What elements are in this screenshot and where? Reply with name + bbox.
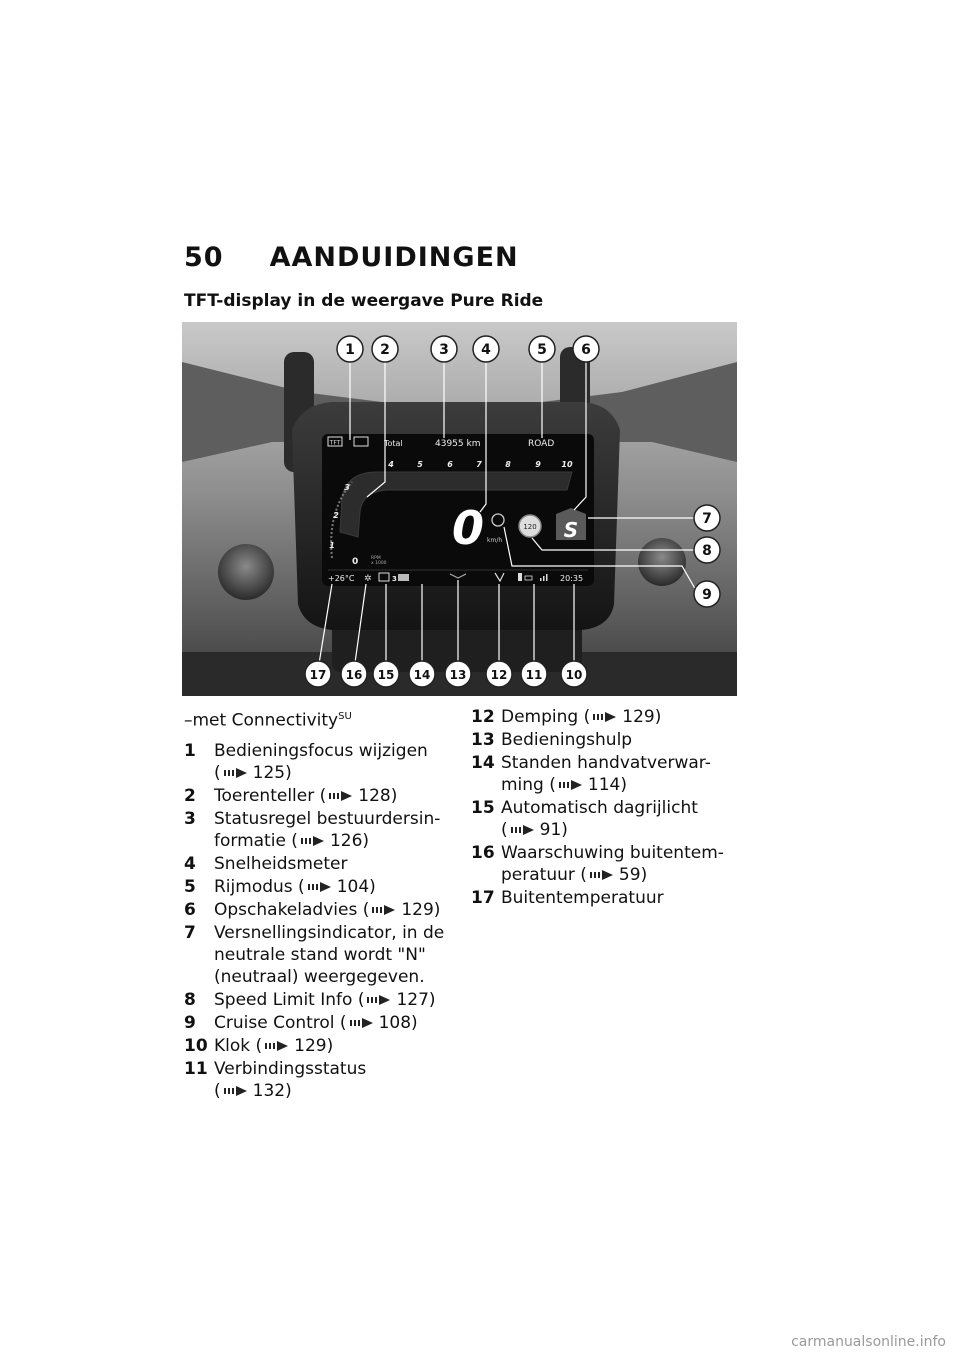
legend-number: 7 (184, 922, 196, 943)
rpm-tick-6: 6 (447, 460, 453, 469)
page-reference-arrow-icon (300, 835, 326, 847)
speed-value: 0 (451, 501, 485, 555)
total-label: Total (384, 439, 403, 448)
legend-item-3 (184, 808, 446, 852)
page-reference[interactable]: ( 128) (314, 785, 398, 806)
svg-text:14: 14 (413, 668, 431, 682)
legend-text: Standen handvatverwar- ming ( 114) (501, 753, 711, 795)
legend-item-16 (471, 842, 741, 886)
legend-text: Cruise Control ( 108) (214, 1012, 418, 1033)
callout-17 (305, 661, 331, 687)
page-reference[interactable]: ( 129) (357, 899, 441, 920)
page-reference-arrow-icon (589, 869, 615, 881)
callout-1 (337, 336, 363, 362)
svg-text:17: 17 (309, 668, 327, 682)
svg-text:13: 13 (449, 668, 467, 682)
svg-text:15: 15 (377, 668, 395, 682)
page-reference[interactable]: ( 127) (352, 989, 436, 1010)
rpm-tick-4: 4 (388, 460, 394, 469)
legend-item-2 (184, 785, 446, 807)
legend-item-14 (471, 752, 741, 796)
callout-9 (694, 581, 720, 607)
watermark: carmanualsonline.info (791, 1334, 946, 1350)
svg-text:8: 8 (702, 543, 712, 559)
legend-text: Automatisch dagrijlicht ( 91) (501, 798, 698, 840)
grip-heating-icon (398, 574, 409, 581)
page-reference[interactable]: ( 129) (250, 1035, 334, 1056)
legend-number: 15 (471, 798, 495, 818)
legend-right-column (471, 706, 741, 910)
page-reference-arrow-icon (558, 779, 584, 791)
legend-item-13 (471, 729, 741, 751)
legend-item-12 (471, 706, 741, 728)
callout-6 (573, 336, 599, 362)
legend-item-11 (184, 1058, 446, 1102)
legend-item-17 (471, 887, 741, 909)
page-reference[interactable]: ( 125) (214, 762, 292, 783)
page-reference-arrow-icon (371, 904, 397, 916)
svg-text:16: 16 (345, 668, 363, 682)
rpm-unit-2: x 1000 (371, 561, 387, 566)
speed-limit-value: 120 (523, 523, 537, 531)
svg-text:3: 3 (439, 342, 449, 358)
page-reference[interactable]: ( 108) (334, 1012, 418, 1033)
legend-item-5 (184, 876, 446, 898)
page-reference-arrow-icon (349, 1017, 375, 1029)
callout-4 (473, 336, 499, 362)
svg-text:11: 11 (525, 668, 543, 682)
legend-number: 5 (184, 876, 196, 897)
rpm-tick-10: 10 (561, 460, 573, 469)
callout-8 (694, 537, 720, 563)
legend-text: Bedieningshulp (501, 730, 633, 750)
legend-number: 4 (184, 853, 196, 874)
rpm-tick-2: 2 (333, 511, 339, 520)
legend-text: Opschakeladvies ( 129) (214, 899, 441, 920)
page-reference-arrow-icon (328, 790, 354, 802)
legend-item-9 (184, 1012, 446, 1034)
svg-text:5: 5 (537, 342, 547, 358)
legend-left-column (184, 706, 446, 1103)
legend-number: 17 (471, 888, 495, 908)
page-header (184, 242, 519, 273)
callout-14 (409, 661, 435, 687)
legend-text: Rijmodus ( 104) (214, 876, 376, 897)
callout-2 (372, 336, 398, 362)
page-reference[interactable]: ( 126) (285, 830, 370, 851)
callout-11 (521, 661, 547, 687)
page-reference[interactable]: ( 91) (501, 820, 568, 840)
clock: 20:35 (560, 574, 584, 583)
right-knob (638, 538, 686, 586)
svg-text:6: 6 (581, 342, 591, 358)
page-reference[interactable]: ( 59) (574, 865, 648, 885)
legend-number: 1 (184, 740, 196, 761)
page-reference-arrow-icon (307, 881, 333, 893)
figure-subtitle: TFT-display in de weergave Pure Ride (184, 291, 544, 311)
legend-text: Buitentemperatuur (501, 888, 664, 908)
legend-text: Toerenteller ( 128) (214, 785, 398, 806)
page-number: 50 (184, 242, 224, 273)
page-reference-arrow-icon (510, 824, 536, 836)
svg-text:1: 1 (345, 342, 355, 358)
legend-item-7 (184, 922, 446, 988)
rpm-tick-1: 1 (329, 541, 335, 550)
legend-number: 9 (184, 1012, 196, 1033)
grip-heating-level: 3 (392, 575, 397, 583)
legend-item-8 (184, 989, 446, 1011)
callout-15 (373, 661, 399, 687)
rpm-tick-9: 9 (535, 460, 541, 469)
tft-icon-text: TFT (329, 439, 341, 447)
svg-text:12: 12 (490, 668, 508, 682)
odometer: 43955 km (435, 439, 481, 449)
legend-item-10 (184, 1035, 446, 1057)
connection-phone-icon (518, 573, 522, 581)
temperature-warning-icon: ✲ (364, 574, 372, 584)
svg-text:10: 10 (565, 668, 583, 682)
rpm-zero: 0 (352, 557, 359, 567)
riding-mode: ROAD (528, 439, 555, 449)
legend-text: Versnellingsindicator, in de neutrale stand wordt "N" (neutraal) weergegeven. (214, 922, 445, 987)
rpm-tick-3: 3 (344, 483, 350, 492)
legend-text: Snelheidsmeter (214, 853, 348, 874)
page-reference[interactable]: ( 129) (578, 707, 662, 727)
legend-number: 16 (471, 843, 495, 863)
legend-text: Demping ( 129) (501, 707, 662, 727)
legend-item-15 (471, 797, 741, 841)
page-reference-arrow-icon (366, 994, 392, 1006)
legend-text: Statusregel bestuurdersin- formatie ( 126) (214, 808, 441, 851)
legend-text: Bedieningsfocus wijzigen ( 125) (214, 740, 428, 783)
legend-number: 13 (471, 730, 495, 750)
legend-number: 11 (184, 1058, 208, 1079)
page-reference[interactable]: ( 114) (543, 775, 627, 795)
callout-16 (341, 661, 367, 687)
callout-7 (694, 505, 720, 531)
gear-value: S (563, 518, 579, 542)
legend-text: Verbindingsstatus ( 132) (214, 1058, 367, 1101)
rpm-tick-5: 5 (417, 460, 423, 469)
legend-number: 2 (184, 785, 196, 806)
connectivity-note: –met Connectivity$^{SU}$ (184, 710, 352, 731)
callout-13 (445, 661, 471, 687)
callout-10 (561, 661, 587, 687)
page-reference-arrow-icon (223, 767, 249, 779)
outside-temperature: +26°C (328, 574, 355, 583)
page-reference-arrow-icon (223, 1085, 249, 1097)
speed-unit: km/h (487, 537, 503, 544)
legend-number: 8 (184, 989, 196, 1010)
legend-number: 6 (184, 899, 196, 920)
legend-item-4 (184, 853, 446, 875)
page-reference[interactable]: ( 104) (292, 876, 376, 897)
legend-number: 3 (184, 808, 196, 829)
legend-number: 12 (471, 707, 495, 727)
legend-item-6 (184, 899, 446, 921)
svg-text:7: 7 (702, 511, 712, 527)
section-title: AANDUIDINGEN (269, 242, 519, 273)
legend-item-1 (184, 740, 446, 784)
svg-text:2: 2 (380, 342, 390, 358)
dashboard-figure (182, 322, 737, 696)
callout-5 (529, 336, 555, 362)
svg-text:9: 9 (702, 587, 712, 603)
rpm-tick-8: 8 (505, 460, 511, 469)
legend-number: 10 (184, 1035, 208, 1056)
callout-3 (431, 336, 457, 362)
rpm-unit-1: RPM (371, 556, 381, 561)
svg-text:4: 4 (481, 342, 491, 358)
legend-text: Klok ( 129) (214, 1035, 334, 1056)
page-reference-arrow-icon (592, 711, 618, 723)
legend-text: Speed Limit Info ( 127) (214, 989, 436, 1010)
legend-text: Waarschuwing buitentem- peratuur ( 59) (501, 843, 724, 885)
page-reference[interactable]: ( 132) (214, 1080, 292, 1101)
callout-12 (486, 661, 512, 687)
legend-number: 14 (471, 753, 495, 773)
page-reference-arrow-icon (264, 1040, 290, 1052)
left-knob (218, 544, 274, 600)
rpm-tick-7: 7 (476, 460, 482, 469)
